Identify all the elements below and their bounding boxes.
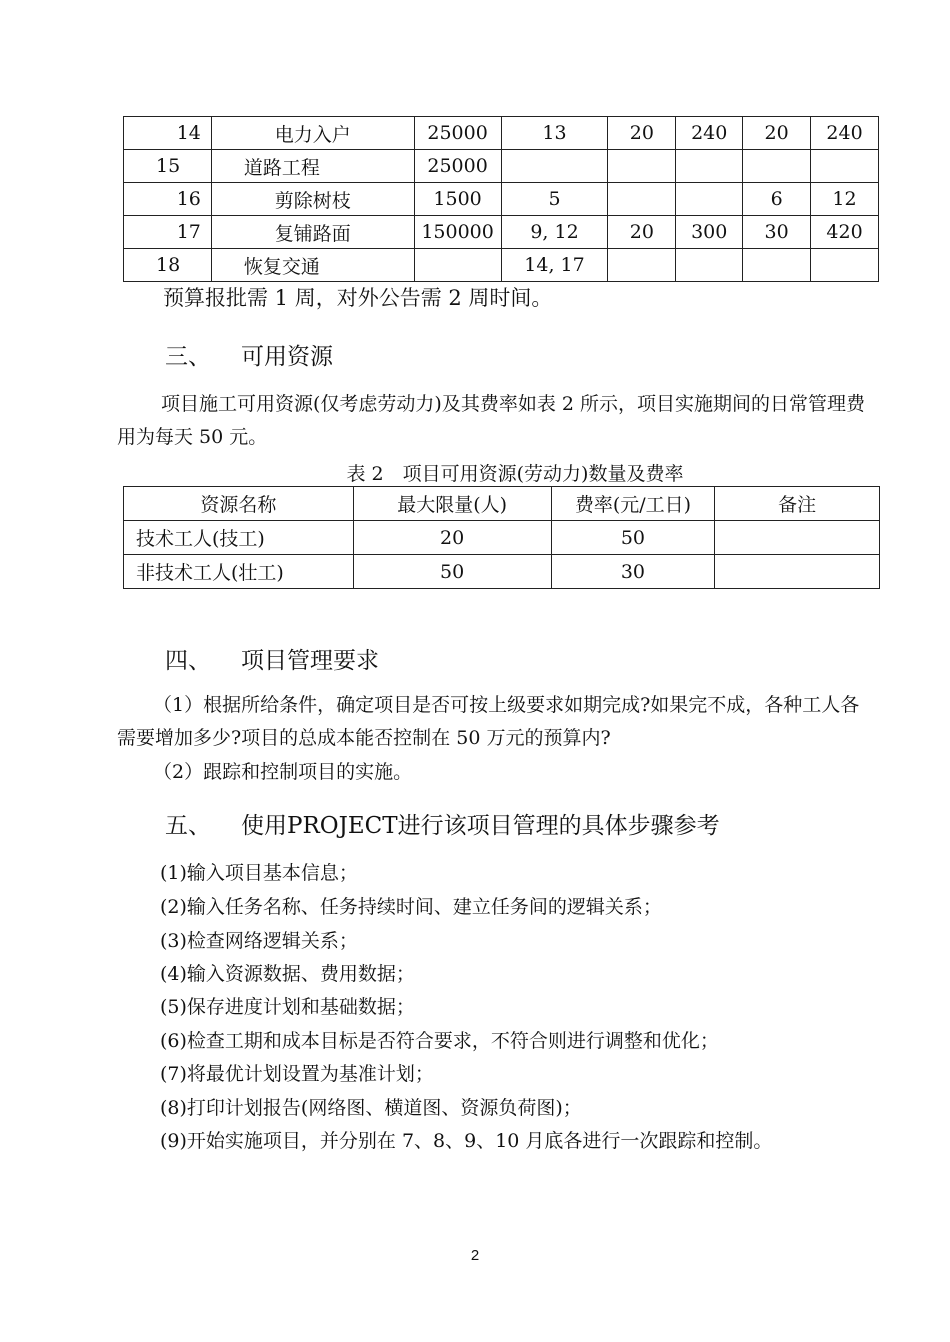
section-heading — [165, 642, 379, 675]
task-cost-cell: 1500 — [414, 183, 501, 216]
remark-cell — [715, 521, 880, 555]
task-cost-cell: 25000 — [414, 150, 501, 183]
table-cell — [676, 249, 743, 282]
section-title: 使用PROJECT进行该项目管理的具体步骤参考 — [241, 813, 720, 839]
table-cell: 240 — [676, 117, 743, 150]
max-limit-cell: 20 — [353, 521, 551, 555]
table-header-row — [124, 487, 880, 521]
table-row — [124, 183, 879, 216]
task-no-cell: 17 — [124, 216, 212, 249]
column-header: 最大限量(人) — [353, 487, 551, 521]
section-number: 三、 — [165, 344, 211, 370]
section-number: 四、 — [165, 648, 211, 674]
table-cell: 6 — [743, 183, 811, 216]
resource-table — [123, 486, 880, 589]
table-row — [124, 521, 880, 555]
section-heading — [165, 338, 333, 371]
budget-note: 预算报批需 1 周，对外公告需 2 周时间。 — [163, 286, 553, 310]
resource-name-cell: 技术工人(技工) — [124, 521, 354, 555]
table-row — [124, 117, 879, 150]
max-limit-cell: 50 — [353, 555, 551, 589]
task-name-cell: 电力入户 — [211, 117, 414, 150]
section-heading — [165, 807, 720, 840]
column-header: 资源名称 — [124, 487, 354, 521]
column-header: 费率(元/工日) — [551, 487, 715, 521]
task-name-cell: 恢复交通 — [211, 249, 414, 282]
table-cell: 20 — [608, 117, 676, 150]
task-cost-cell: 150000 — [414, 216, 501, 249]
task-no-cell: 16 — [124, 183, 212, 216]
table-cell — [811, 150, 879, 183]
table-cell — [743, 150, 811, 183]
table-row — [124, 216, 879, 249]
table-cell — [608, 183, 676, 216]
step-item: (2)输入任务名称、任务持续时间、建立任务间的逻辑关系； — [160, 896, 662, 918]
table-cell — [608, 150, 676, 183]
task-pred-cell: 9, 12 — [501, 216, 608, 249]
task-cost-cell — [414, 249, 501, 282]
table-cell: 20 — [743, 117, 811, 150]
task-pred-cell: 14, 17 — [501, 249, 608, 282]
resource-name-cell: 非技术工人(壮工) — [124, 555, 354, 589]
table-cell: 12 — [811, 183, 879, 216]
task-no-cell: 15 — [124, 150, 212, 183]
remark-cell — [715, 555, 880, 589]
requirement-1: （1）根据所给条件，确定项目是否可按上级要求如期完成?如果完不成，各种工人各需要增加多少?项目的总成本能否控制在 50 万元的预算内? — [117, 694, 860, 749]
task-name-cell: 复铺路面 — [211, 216, 414, 249]
step-item: (7)将最优计划设置为基准计划； — [160, 1063, 434, 1085]
table-cell — [811, 249, 879, 282]
table-row — [124, 150, 879, 183]
step-item: (8)打印计划报告(网络图、横道图、资源负荷图)； — [160, 1097, 582, 1119]
task-pred-cell — [501, 150, 608, 183]
task-pred-cell: 5 — [501, 183, 608, 216]
section-number: 五、 — [165, 813, 211, 839]
table-cell — [676, 150, 743, 183]
table-cell: 300 — [676, 216, 743, 249]
task-name-cell: 道路工程 — [211, 150, 414, 183]
table-cell — [608, 249, 676, 282]
step-item: (6)检查工期和成本目标是否符合要求，不符合则进行调整和优化； — [160, 1030, 719, 1052]
table-cell — [743, 249, 811, 282]
task-table — [123, 116, 879, 282]
table-cell: 30 — [743, 216, 811, 249]
column-header: 备注 — [715, 487, 880, 521]
step-item: (4)输入资源数据、费用数据； — [160, 963, 415, 985]
step-item: (3)检查网络逻辑关系； — [160, 930, 358, 952]
table-cell: 420 — [811, 216, 879, 249]
task-pred-cell: 13 — [501, 117, 608, 150]
table-caption: 表 2 项目可用资源(劳动力)数量及费率 — [346, 463, 684, 485]
step-item: (5)保存进度计划和基础数据； — [160, 996, 415, 1018]
table-cell — [676, 183, 743, 216]
page-number: 2 — [470, 1247, 480, 1264]
table-cell: 240 — [811, 117, 879, 150]
task-name-cell: 剪除树枝 — [211, 183, 414, 216]
step-item: (1)输入项目基本信息； — [160, 862, 358, 884]
task-no-cell: 18 — [124, 249, 212, 282]
task-no-cell: 14 — [124, 117, 212, 150]
table-row — [124, 555, 880, 589]
rate-cell: 50 — [551, 521, 715, 555]
requirement-2: （2）跟踪和控制项目的实施。 — [153, 761, 413, 783]
table-row — [124, 249, 879, 282]
section-title: 可用资源 — [241, 344, 333, 370]
task-cost-cell: 25000 — [414, 117, 501, 150]
table-cell: 20 — [608, 216, 676, 249]
section-title: 项目管理要求 — [241, 648, 379, 674]
rate-cell: 30 — [551, 555, 715, 589]
paragraph: 项目施工可用资源(仅考虑劳动力)及其费率如表 2 所示，项目实施期间的日常管理费用为每天 50 元。 — [117, 393, 865, 448]
step-item: (9)开始实施项目，并分别在 7、8、9、10 月底各进行一次跟踪和控制。 — [160, 1130, 773, 1152]
